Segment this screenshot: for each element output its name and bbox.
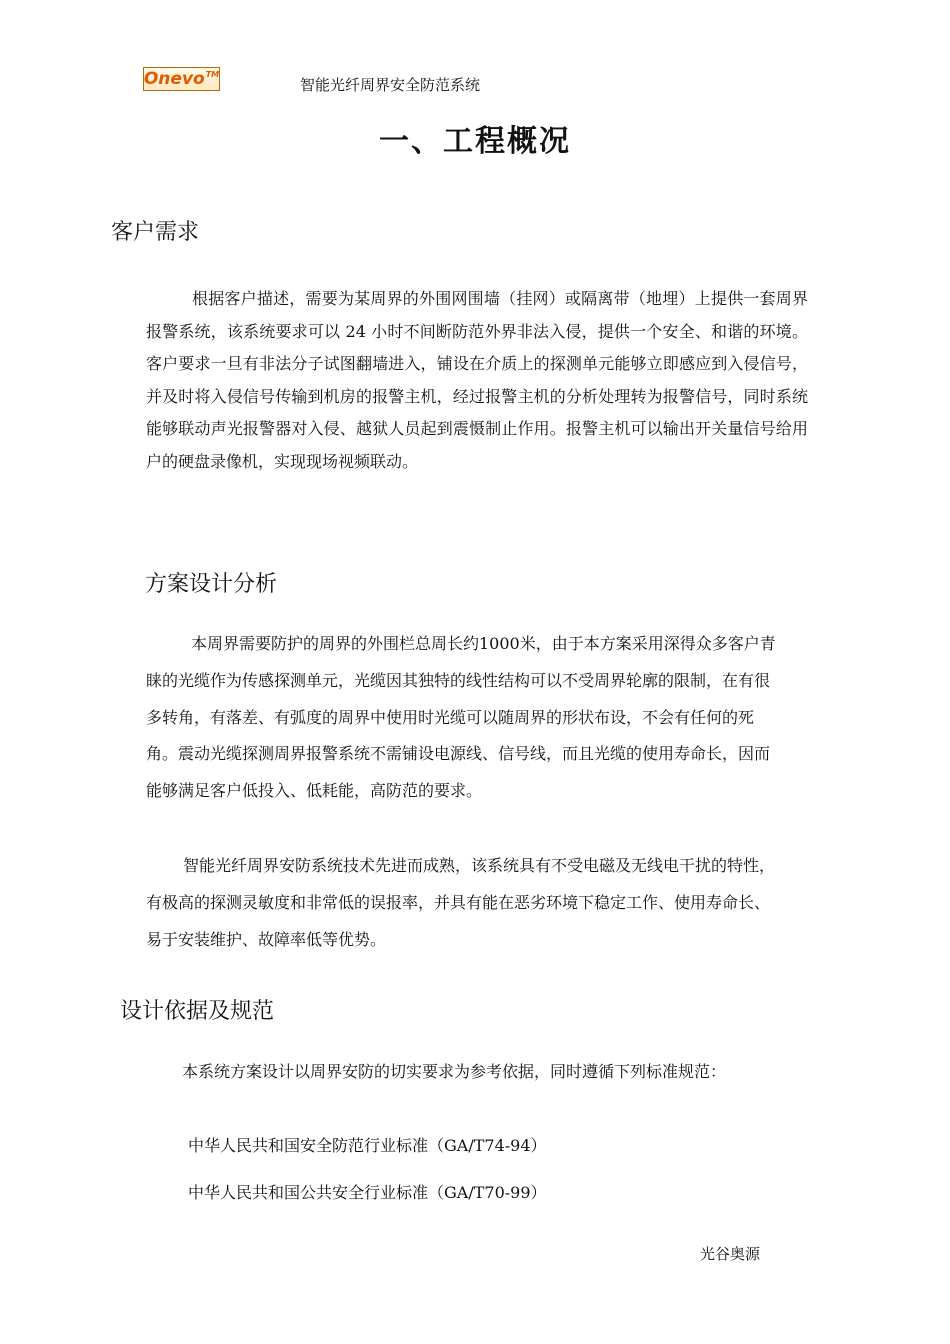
chapter-title: 一、工程概况 [379, 124, 571, 159]
heading-customer-requirements: 客户需求 [111, 220, 200, 245]
document-header-title: 智能光纤周界安全防范系统 [300, 76, 481, 94]
footer-company: 光谷奥源 [700, 1245, 761, 1263]
paragraph-design-analysis-1: 本周界需要防护的周界的外围栏总周长约1000米，由于本方案采用深得众多客户青睐的光缆作为传感探测单元，光缆因其独特的线性结构可以不受周界轮廓的限制，在有很多转角，有落差、有弧度的周界中使用时光缆可以随周界的形状布设，不会有任何的死角。震动光缆探测周界报警系统不需铺设电源线、信号线，而且光缆的使用寿命长，因而能够满足客户低投入、低耗能，高防范的要求。 [146, 634, 776, 801]
paragraph-customer-requirements: 根据客户描述，需要为某周界的外围网围墙（挂网）或隔离带（地埋）上提供一套周界报警系统，该系统要求可以 24 小时不间断防范外界非法入侵，提供一个安全、和谐的环境。客户要求一旦有非法分子试图翻墙进入，铺设在介质上的探测单元能够立即感应到入侵信号，并及时将入侵信号传输到机房的报警主机，经过报警主机的分析处理转为报警信号，同时系统能够联动声光报警器对入侵、越狱人员起到震慑制止作用。报警主机可以输出开关量信号给用户的硬盘录像机，实现现场视频联动。 [146, 289, 808, 471]
standard-item: 中华人民共和国安全防范行业标准（GA/T74-94） [188, 1136, 547, 1155]
company-logo [143, 67, 220, 91]
heading-design-analysis: 方案设计分析 [145, 572, 278, 597]
paragraph-design-basis: 本系统方案设计以周界安防的切实要求为参考依据，同时遵循下列标准规范： [182, 1062, 727, 1081]
paragraph-design-analysis-2: 智能光纤周界安防系统技术先进而成熟，该系统具有不受电磁及无线电干扰的特性，有极高的探测灵敏度和非常低的误报率，并具有能在恶劣环境下稳定工作、使用寿命长、易于安装维护、故障率低等优势。 [146, 856, 776, 949]
logo-text: Onevo™ [143, 69, 220, 89]
standard-item: 中华人民共和国公共安全行业标准（GA/T70-99） [188, 1183, 547, 1202]
heading-design-basis: 设计依据及规范 [120, 999, 275, 1024]
